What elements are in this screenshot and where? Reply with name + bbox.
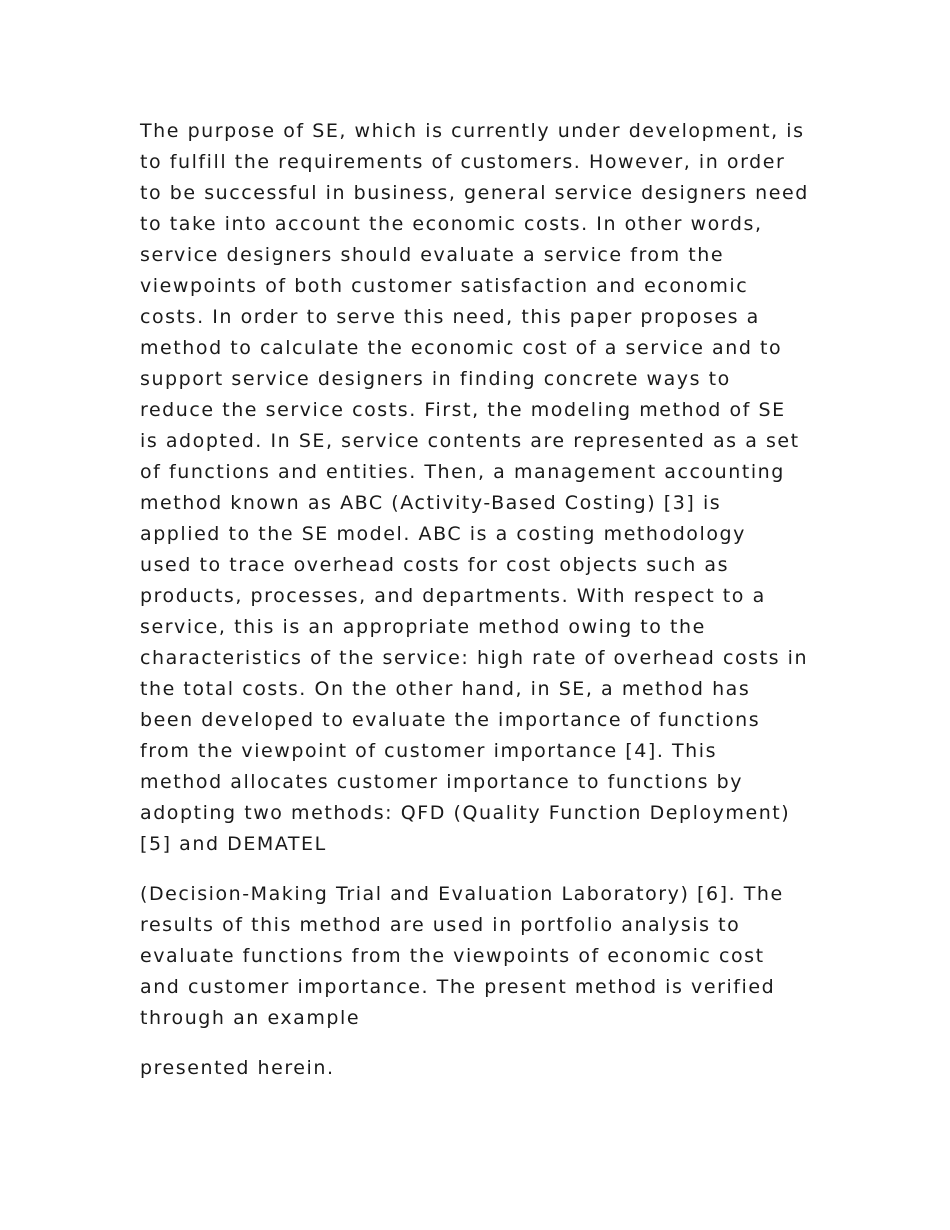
text-line: method allocates customer importance to functions by (140, 771, 744, 793)
text-line: results of this method are used in portfolio analysis to (140, 914, 741, 936)
text-line: presented herein. (140, 1057, 335, 1079)
text-line: from the viewpoint of customer importance [4]. This (140, 740, 718, 762)
text-line: evaluate functions from the viewpoints of economic cost (140, 945, 765, 967)
text-line: to fulfill the requirements of customers. However, in order (140, 151, 786, 173)
text-line: method known as ABC (Activity-Based Costing) [3] is (140, 492, 722, 514)
text-line: to take into account the economic costs. In other words, (140, 213, 763, 235)
paragraph-2 (140, 879, 820, 1034)
paragraph-3 (140, 1053, 820, 1084)
text-line: applied to the SE model. ABC is a costing methodology (140, 523, 746, 545)
text-line: been developed to evaluate the importance of functions (140, 709, 761, 731)
text-line: of functions and entities. Then, a management accounting (140, 461, 785, 483)
text-line: used to trace overhead costs for cost objects such as (140, 554, 730, 576)
text-line: The purpose of SE, which is currently under development, is (140, 120, 805, 142)
text-line: [5] and DEMATEL (140, 833, 327, 855)
text-line: the total costs. On the other hand, in SE, a method has (140, 678, 751, 700)
text-line: to be successful in business, general service designers need (140, 182, 809, 204)
text-line: viewpoints of both customer satisfaction and economic (140, 275, 749, 297)
paragraph-1 (140, 116, 820, 860)
text-line: support service designers in finding concrete ways to (140, 368, 731, 390)
text-line: service, this is an appropriate method owing to the (140, 616, 706, 638)
text-line: costs. In order to serve this need, this paper proposes a (140, 306, 760, 328)
text-line: and customer importance. The present method is verified (140, 976, 776, 998)
document-body (140, 116, 820, 1084)
text-line: through an example (140, 1007, 361, 1029)
text-line: products, processes, and departments. With respect to a (140, 585, 766, 607)
text-line: method to calculate the economic cost of a service and to (140, 337, 783, 359)
text-line: is adopted. In SE, service contents are represented as a set (140, 430, 800, 452)
text-line: (Decision-Making Trial and Evaluation Laboratory) [6]. The (140, 883, 784, 905)
text-line: reduce the service costs. First, the modeling method of SE (140, 399, 786, 421)
text-line: characteristics of the service: high rate of overhead costs in (140, 647, 809, 669)
text-line: service designers should evaluate a service from the (140, 244, 725, 266)
text-line: adopting two methods: QFD (Quality Function Deployment) (140, 802, 791, 824)
